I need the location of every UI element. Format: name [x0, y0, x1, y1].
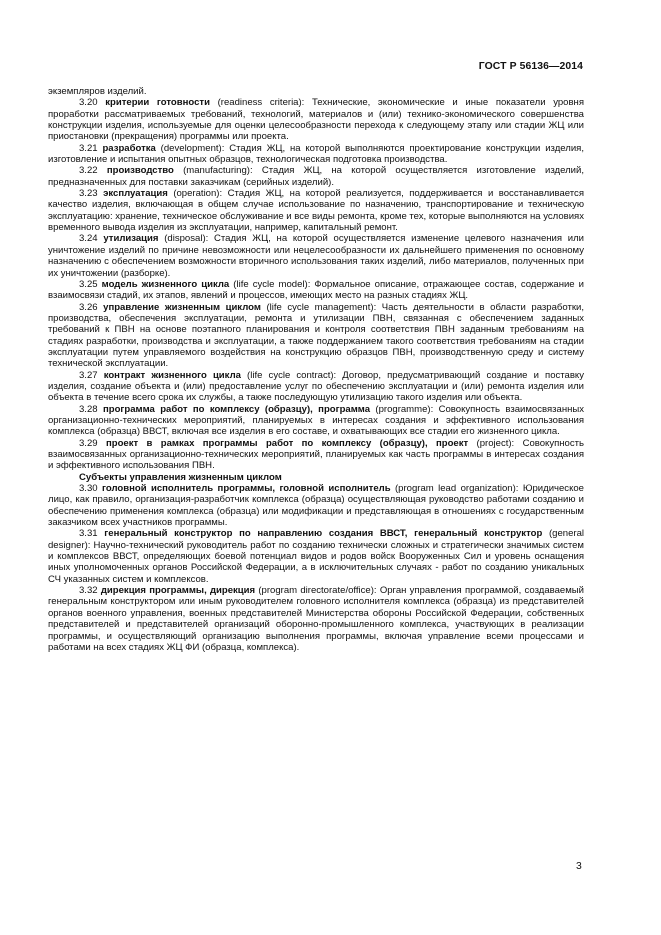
term-3-24 — [48, 233, 584, 278]
term-3-22 — [48, 165, 584, 188]
term-definition: (disposal): Стадия ЖЦ, на которой осуществляется изменение целевого назначения или уничтожение изделий по причине невозможности или нецелесообразности их дальнейшего применения по основному назначению с обеспечением возможности вторичного использования таких изделий, либо материалов, полученных при их уничтожении (разборке). — [48, 233, 585, 279]
term-title: программа работ по комплексу (образцу), программа — [102, 403, 371, 415]
intro-line: экземпляров изделий. — [48, 86, 147, 97]
term-definition: (program directorate/office): Орган управления программой, создаваемый генеральным конструктором или иным руководителем головного исполнителя комплекса (образца) из представителей органов военного управления, военных представителей Министерства обороны Российской Федерации, собственных представителей и представителей организаций оборонно-промышленного комплекса, участвующих в реализации программы, и осуществляющий организацию выполнения программы, включая управление всеми процессами и работами на всех стадиях ЖЦ ФИ (образца, комплекса). — [48, 585, 584, 653]
term-definition: (manufacturing): Стадия ЖЦ, на которой осуществляется изготовление изделий, предназначенных для поставки заказчикам (серийных изделий). — [48, 165, 584, 188]
term-number: 3.30 — [79, 483, 98, 495]
term-3-27 — [48, 370, 584, 404]
term-3-23 — [48, 188, 584, 233]
term-3-29 — [48, 438, 584, 472]
term-3-31 — [48, 528, 584, 585]
term-3-28 — [48, 404, 584, 438]
page-number: 3 — [576, 861, 582, 872]
term-3-21 — [48, 143, 584, 166]
term-3-30 — [48, 483, 584, 528]
term-number: 3.27 — [79, 369, 98, 381]
term-number: 3.20 — [79, 97, 98, 109]
term-number: 3.25 — [79, 278, 98, 290]
term-definition: (life cycle contract): Договор, предусматривающий создание и поставку изделия, создание объекта и (или) предоставление услуг по обеспечению эксплуатации и (или) ремонта изделия или объекта в течение всего срока их службы, а также последующую утилизацию такого изделия или объекта. — [48, 369, 584, 404]
term-definition: (development): Стадия ЖЦ, на которой выполняются проектирование конструкции изделия, изготовление и испытания опытных образцов, технологическая подготовка производства. — [48, 142, 584, 166]
term-title: разработка — [102, 142, 156, 154]
term-number: 3.28 — [79, 403, 98, 415]
term-title: эксплуатация — [103, 188, 168, 200]
term-title: генеральный конструктор по направлению создания ВВСТ, генеральный конструктор — [104, 528, 543, 540]
term-title: модель жизненного цикла — [101, 278, 230, 290]
term-title: критерии готовности — [105, 97, 210, 109]
term-definition: (program lead organization): Юридическое лицо, как правило, организация-разработчик комплекса (образца) осуществляющая руководство работами созданию и обеспечению применения комплекса (образца) или модификации и представляющая в отношениях с государственным заказчиком всех участников программы. — [48, 483, 584, 529]
term-definition: (life cycle model): Формальное описание, отражающее состав, содержание и взаимосвязи стадий, их этапов, явлений и процессов, имеющих место на разных стадиях ЖЦ. — [48, 278, 584, 302]
term-definition: (project): Совокупность взаимосвязанных организационно-технических мероприятий, планируемых как часть программы в интересах создания и эффективного использования ПВН. — [48, 437, 584, 472]
term-3-26 — [48, 302, 584, 370]
term-number: 3.29 — [79, 437, 98, 449]
term-title: производство — [106, 165, 174, 177]
term-definition: (readiness criteria): Технические, экономические и иные показатели уровня проработки рассматриваемых требований, технологий, материалов и (или) технико-экономического совершенства конструкции изделия, используемые для оценки целесообразности перехода к следующему этапу или стадии ЖЦ или приостановки (прекращения) программы или проекта. — [48, 97, 584, 143]
document-body — [48, 86, 584, 653]
section-subheading: Субъекты управления жизненным циклом — [79, 471, 282, 483]
term-title: управление жизненным циклом — [103, 301, 261, 313]
term-definition: (general designer): Научно-технический руководитель работ по созданию технически сложных и стратегически значимых систем и комплексов ВВСТ, определяющих боевой потенциал видов и родов войск Вооруженных Сил и уровень оснащения иных уполномоченных органов Российской Федерации, а в исключительных случаях - работ по созданию уникальных СЧ указанных систем и комплексов. — [48, 528, 585, 585]
term-definition: (programme): Совокупность взаимосвязанных организационно-технических мероприятий, планируемых в интересах создания и эффективного использования комплекса (образца) ВВСТ, включая все изделия в его составе, и охватывающих все стадии его жизненного цикла. — [48, 403, 584, 438]
term-definition: (life cycle management): Часть деятельности в области разработки, производства, обеспечения эксплуатации, ремонта и утилизации ПВН, связанная с обеспечением заданных требований к ПВН на основе поэтапного планирования и контроля соответствия ПВН заданным требованиям на стадиях разработки, производства и эксплуатации, а также поддержанием такого соответствия требованиям на стадии эксплуатации путем управляемого воздействия на конструкцию образцов ПВН, производственную среду и систему технической эксплуатации. — [48, 301, 584, 370]
term-3-32 — [48, 585, 584, 653]
term-definition: (operation): Стадия ЖЦ, на которой реализуется, поддерживается и восстанавливается качество изделия, включающая в общем случае использование по назначению, транспортирование и техническую эксплуатацию: хранение, техническое обслуживание и все виды ремонта, кроме тех, которые выполняются на условиях временного вывода изделия из эксплуатации, например, капитальный ремонт. — [48, 188, 584, 234]
term-title: головной исполнитель программы, головной исполнитель — [102, 483, 391, 495]
term-number: 3.21 — [79, 142, 98, 154]
term-title: проект в рамках программы работ по комплексу (образцу), проект — [105, 437, 469, 449]
term-number: 3.24 — [79, 233, 98, 245]
term-title: дирекция программы, дирекция — [100, 585, 256, 597]
term-3-20 — [48, 97, 584, 142]
term-number: 3.31 — [79, 528, 98, 540]
term-number: 3.32 — [79, 585, 98, 597]
term-title: контракт жизненного цикла — [103, 369, 241, 381]
term-number: 3.22 — [79, 165, 98, 177]
term-title: утилизация — [103, 233, 159, 245]
term-3-25 — [48, 279, 584, 302]
term-number: 3.23 — [79, 188, 98, 200]
document-header: ГОСТ Р 56136—2014 — [478, 61, 583, 72]
term-number: 3.26 — [79, 301, 98, 313]
